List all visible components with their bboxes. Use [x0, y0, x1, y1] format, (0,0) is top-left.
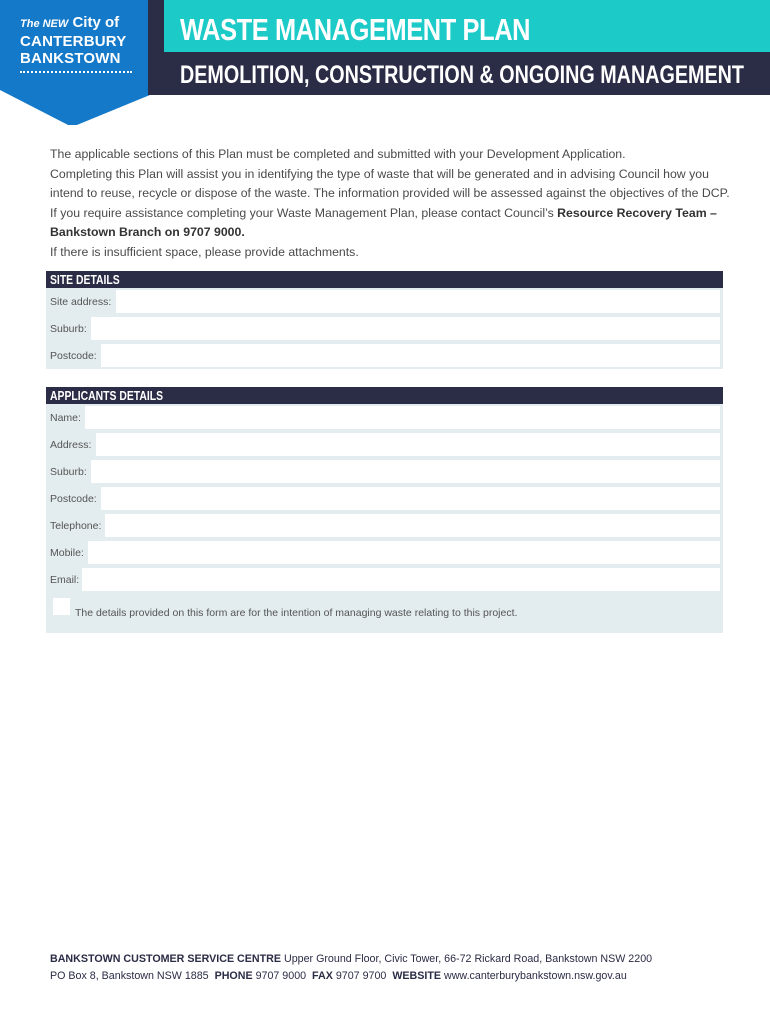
- footer-phone: 9707 9000: [255, 970, 307, 982]
- site-details-heading: [46, 271, 723, 288]
- intro-paragraph-1: The applicable sections of this Plan must be completed and submitted with your Development Application.: [50, 147, 626, 161]
- footer-line-2: [50, 968, 652, 985]
- footer-centre-address: Upper Ground Floor, Civic Tower, 66-72 Rickard Road, Bankstown NSW 2200: [283, 953, 653, 965]
- applicant-suburb-field[interactable]: [91, 460, 720, 483]
- site-suburb-label: Suburb:: [50, 323, 87, 335]
- applicant-suburb-label: Suburb:: [50, 466, 87, 478]
- applicants-details-heading: [46, 387, 723, 404]
- logo-dotted-rule: [20, 71, 132, 73]
- applicant-address-field[interactable]: [96, 433, 720, 456]
- site-address-field[interactable]: [116, 290, 720, 313]
- footer-contact: [50, 951, 652, 985]
- site-suburb-row: [46, 315, 723, 342]
- applicant-email-row: [46, 566, 723, 593]
- footer-fax-label: FAX: [312, 970, 333, 982]
- logo-canterbury: CANTERBURY: [20, 33, 127, 50]
- intro-paragraph-2-text: Completing this Plan will assist you in identifying the type of waste that will be generated and in advising Council how you intend to reuse, recycle or dispose of the waste. The information provided will be assessed against the objectives of the DCP. If you require assistance completing your Waste Management Plan, please contact Council’s: [50, 166, 730, 220]
- footer-po-box: PO Box 8, Bankstown NSW 1885: [50, 970, 209, 982]
- applicant-address-row: [46, 431, 723, 458]
- site-postcode-label: Postcode:: [50, 350, 97, 362]
- footer-fax: 9707 9700: [335, 970, 387, 982]
- intro-paragraph-3: If there is insufficient space, please provide attachments.: [50, 244, 359, 259]
- applicant-postcode-label: Postcode:: [50, 493, 97, 505]
- applicant-address-label: Address:: [50, 439, 92, 451]
- logo-city-of: City of: [72, 14, 120, 31]
- site-address-row: [46, 288, 723, 315]
- declaration-row: [46, 593, 723, 633]
- applicant-mobile-row: [46, 539, 723, 566]
- applicant-telephone-row: [46, 512, 723, 539]
- logo-the-new: The NEW: [20, 18, 69, 30]
- applicant-mobile-label: Mobile:: [50, 547, 84, 559]
- footer-line-1: [50, 951, 652, 968]
- page-subtitle: DEMOLITION, CONSTRUCTION & ONGOING MANAGEMENT: [180, 61, 744, 89]
- site-suburb-field[interactable]: [91, 317, 720, 340]
- applicant-mobile-field[interactable]: [88, 541, 720, 564]
- page-title: WASTE MANAGEMENT PLAN: [180, 12, 531, 47]
- footer-website-link[interactable]: www.canterburybankstown.nsw.gov.au: [444, 970, 627, 982]
- council-logo: [20, 14, 145, 73]
- applicants-details-heading-text: APPLICANTS DETAILS: [50, 388, 164, 403]
- applicant-name-row: [46, 404, 723, 431]
- applicant-postcode-field[interactable]: [101, 487, 720, 510]
- applicant-suburb-row: [46, 458, 723, 485]
- footer-centre-label: BANKSTOWN CUSTOMER SERVICE CENTRE: [50, 953, 281, 965]
- declaration-text: The details provided on this form are for the intention of managing waste relating to this project.: [75, 607, 518, 619]
- applicant-name-label: Name:: [50, 412, 81, 424]
- intro-contact-bold: Resource Recovery Team – Bankstown Branch on 9707 9000.: [50, 205, 717, 239]
- applicant-email-field[interactable]: [82, 568, 720, 591]
- site-details-section: [46, 271, 723, 369]
- applicants-details-section: [46, 387, 723, 633]
- declaration-checkbox[interactable]: [53, 598, 70, 615]
- applicant-telephone-label: Telephone:: [50, 520, 102, 532]
- intro-text: [50, 145, 730, 262]
- site-address-label: Site address:: [50, 296, 112, 308]
- site-postcode-field[interactable]: [101, 344, 720, 367]
- applicant-postcode-row: [46, 485, 723, 512]
- intro-paragraph-2: [50, 165, 730, 243]
- applicant-email-label: Email:: [50, 574, 80, 586]
- footer-phone-label: PHONE: [214, 970, 253, 982]
- site-postcode-row: [46, 342, 723, 369]
- footer-website-label: WEBSITE: [392, 970, 442, 982]
- applicant-telephone-field[interactable]: [105, 514, 720, 537]
- applicant-name-field[interactable]: [85, 406, 720, 429]
- site-details-heading-text: SITE DETAILS: [50, 272, 120, 287]
- logo-bankstown: BANKSTOWN: [20, 50, 121, 67]
